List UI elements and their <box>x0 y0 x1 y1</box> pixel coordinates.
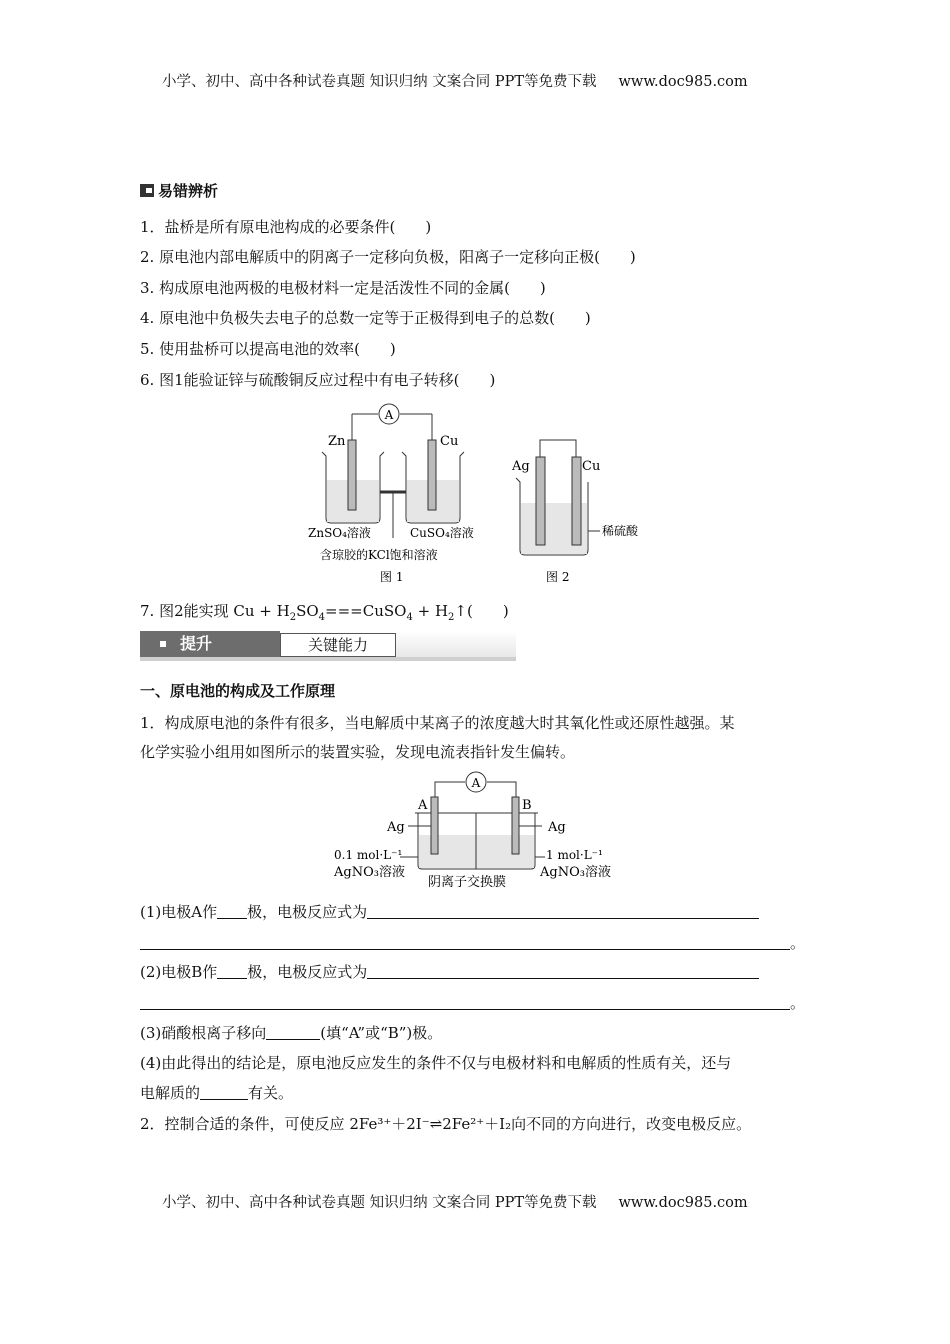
banner-label-improve: 提升 <box>140 631 280 657</box>
ammeter-label: A <box>471 776 481 790</box>
list-item-7: 7. 图2能实现 $Cu + H_2SO_4===CuSO_4$ + $H_2↑$( ) <box>140 602 509 623</box>
right-solution: AgNO₃溶液 <box>540 865 611 880</box>
figure-1-2 <box>300 400 660 595</box>
list-item: 1．盐桥是所有原电池构成的必要条件( ) <box>140 218 432 236</box>
sub-question-4-cont: 电解质的 有关。 <box>140 1084 294 1102</box>
list-item: 6. 图1能验证锌与硫酸铜反应过程中有电子转移( ) <box>140 371 496 389</box>
sub-question-3: (3)硝酸根离子移向 (填“A”或“B”)极。 <box>140 1024 443 1042</box>
left-concentration: 0.1 mol·L⁻¹ <box>334 848 403 862</box>
header-url[interactable]: www.doc985.com <box>618 74 748 90</box>
cu-label: Cu <box>440 434 459 449</box>
dilute-acid-label: 稀硫酸 <box>602 524 639 538</box>
zn-label: Zn <box>328 434 346 449</box>
figure-2-caption: 图 2 <box>546 570 570 584</box>
cuso4-label: CuSO₄溶液 <box>410 526 474 540</box>
question-2: 2．控制合适的条件，可使反应 2Fe³⁺＋2I⁻⇌2Fe²⁺＋I₂向不同的方向进行，改变电极反应。 <box>140 1115 752 1133</box>
question-1-line-1: 1．构成原电池的条件有很多，当电解质中某离子的浓度越大时其氧化性或还原性越强。某 <box>140 714 735 732</box>
section-title-text: 易错辨析 <box>158 182 219 200</box>
question-1-line-2: 化学实验小组用如图所示的装置实验，发现电流表指针发生偏转。 <box>140 743 576 761</box>
answer-line[interactable]: 。 <box>140 993 805 1013</box>
list-item: 2. 原电池内部电解质中的阴离子一定移向负极，阳离子一定移向正极( ) <box>140 248 636 266</box>
sub-question-2: (2)电极B作 极，电极反应式为 <box>140 962 759 982</box>
banner-right <box>280 631 534 657</box>
section-icon <box>140 184 154 197</box>
electrode-b-label: B <box>522 798 532 813</box>
sub-question-1: (1)电极A作 极，电极反应式为 <box>140 902 759 922</box>
sub-question-4: (4)由此得出的结论是，原电池反应发生的条件不仅与电极材料和电解质的性质有关，还与 <box>140 1054 732 1072</box>
page-header <box>162 70 748 91</box>
figure-2 <box>516 440 600 555</box>
electrode-a-label: A <box>418 798 428 813</box>
section-title-common-mistakes <box>140 181 218 201</box>
ag-label: Ag <box>512 459 530 474</box>
membrane-label: 阴离子交换膜 <box>428 875 507 890</box>
section-banner <box>140 631 516 661</box>
list-item: 5. 使用盐桥可以提高电池的效率( ) <box>140 340 396 358</box>
section-2-title: 一、原电池的构成及工作原理 <box>140 682 336 700</box>
cu-label-2: Cu <box>582 459 601 474</box>
footer-url[interactable]: www.doc985.com <box>618 1195 748 1211</box>
figure-1-caption: 图 1 <box>380 570 404 584</box>
right-ag-label: Ag <box>548 820 566 835</box>
answer-line[interactable]: 。 <box>140 933 805 953</box>
znso4-label: ZnSO₄溶液 <box>308 526 371 540</box>
list-item: 4. 原电池中负极失去电子的总数一定等于正极得到电子的总数( ) <box>140 309 591 327</box>
left-ag-label: Ag <box>387 820 405 835</box>
banner-underline <box>140 657 516 661</box>
header-text: 小学、初中、高中各种试卷真题 知识归纳 文案合同 PPT等免费下载 <box>162 74 597 90</box>
figure-1 <box>322 404 464 538</box>
figure-3 <box>320 765 640 895</box>
page-footer <box>162 1191 748 1212</box>
left-solution: AgNO₃溶液 <box>334 865 405 880</box>
ammeter-label: A <box>384 408 394 422</box>
footer-text: 小学、初中、高中各种试卷真题 知识归纳 文案合同 PPT等免费下载 <box>162 1195 597 1211</box>
right-concentration: 1 mol·L⁻¹ <box>546 848 603 862</box>
salt-bridge-label: 含琼胶的KCl饱和溶液 <box>320 548 438 562</box>
banner-label-key-ability: 关键能力 <box>280 633 396 657</box>
list-item: 3. 构成原电池两极的电极材料一定是活泼性不同的金属( ) <box>140 279 546 297</box>
